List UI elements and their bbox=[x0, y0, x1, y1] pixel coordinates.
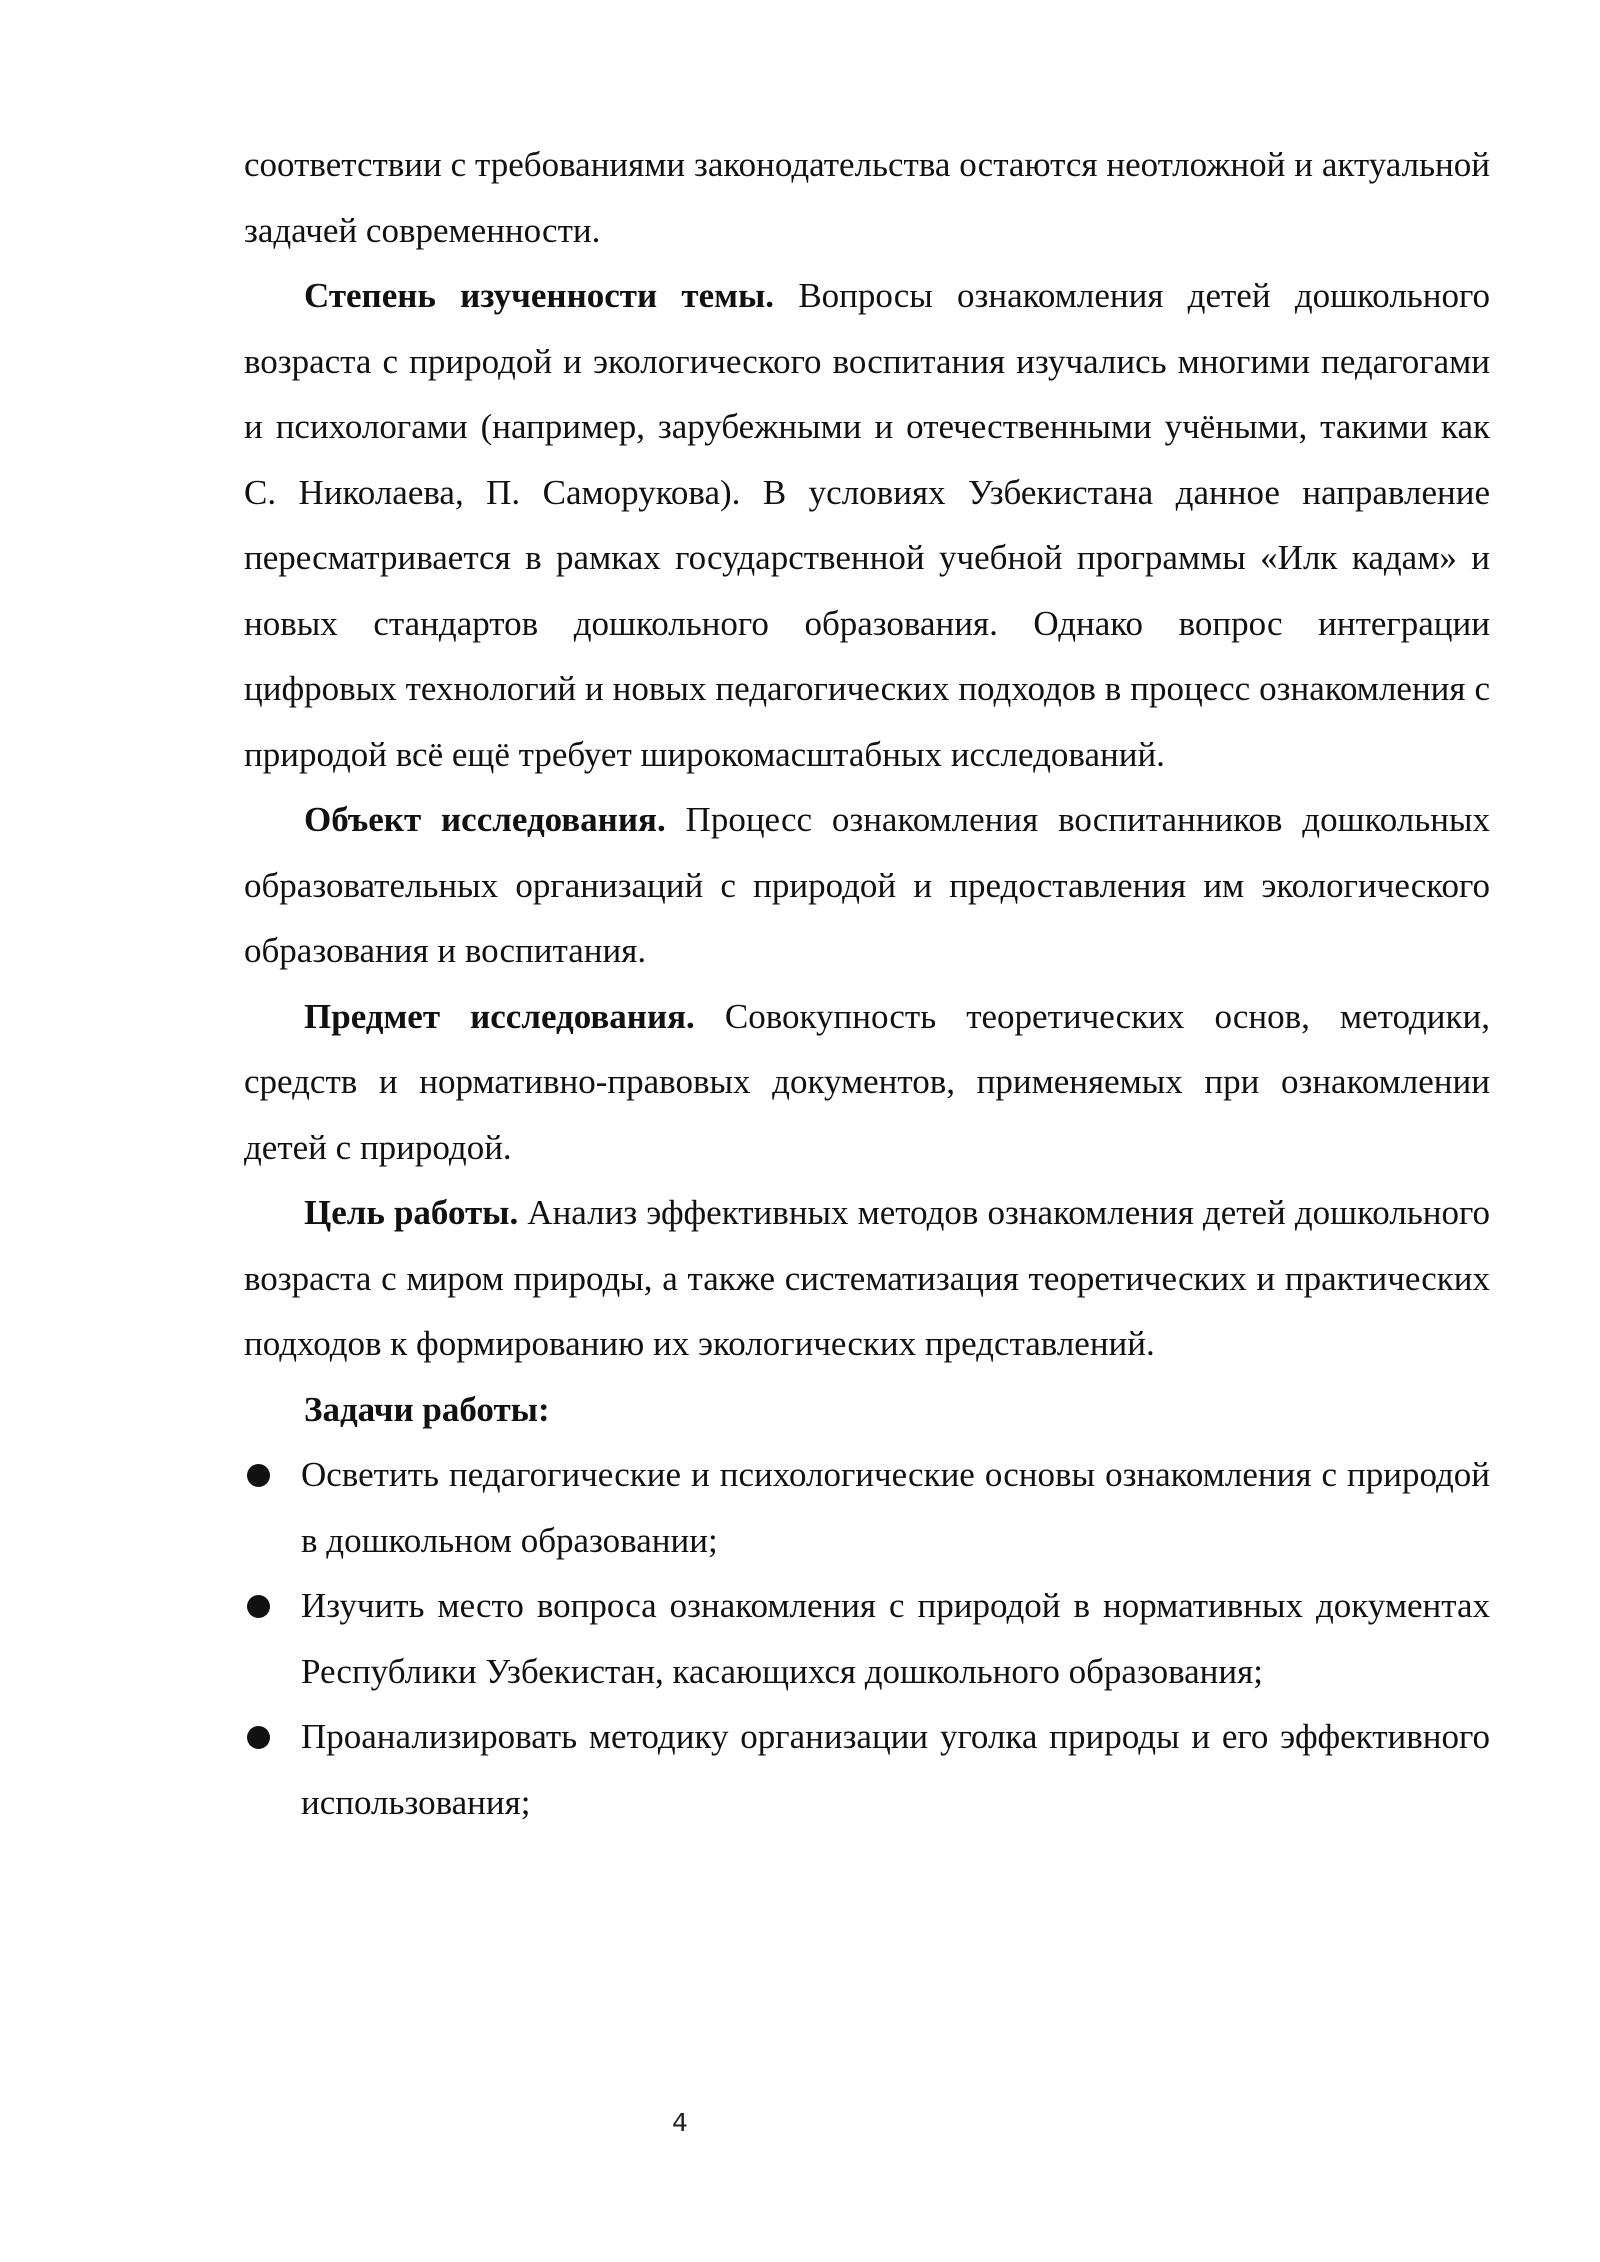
work-goal-label: Цель работы. bbox=[304, 1193, 519, 1232]
bullet-icon bbox=[247, 1595, 270, 1618]
bullet-icon bbox=[247, 1464, 270, 1487]
bullet-icon bbox=[247, 1726, 270, 1749]
task-item-text: Изучить место вопроса ознакомления с природой в нормативных документах Республики Узбекистан, касающихся дошкольного образования; bbox=[301, 1586, 1490, 1691]
page-number: 4 bbox=[672, 2108, 688, 2137]
research-object-label: Объект исследования. bbox=[304, 800, 666, 839]
paragraph-degree-of-study bbox=[244, 263, 1490, 787]
task-item-text: Осветить педагогические и психологические основы ознакомления с природой в дошкольном образовании; bbox=[301, 1455, 1490, 1560]
research-object-text: Процесс ознакомления воспитанников дошкольных образовательных организаций с природой и предоставления им экологического образования и воспитания. bbox=[244, 800, 1490, 970]
task-item bbox=[244, 1573, 1490, 1704]
paragraph-research-subject bbox=[244, 984, 1490, 1181]
tasks-list bbox=[244, 1442, 1490, 1835]
degree-of-study-label: Степень изученности темы. bbox=[304, 276, 775, 315]
degree-of-study-text: Вопросы ознакомления детей дошкольного возраста с природой и экологического воспитания изучались многими педагогами и психологами (например, зарубежными и отечественными учёными, такими как С. Николаева, П. Саморукова). В условиях Узбекистана данное направление пересматривается в рамках государственной учебной программы «Илк кадам» и новых стандартов дошкольного образования. Однако вопрос интеграции цифровых технологий и новых педагогических подходов в процесс ознакомления с природой всё ещё требует широкомасштабных исследований. bbox=[244, 276, 1490, 774]
paragraph-work-goal bbox=[244, 1180, 1490, 1377]
task-item bbox=[244, 1704, 1490, 1835]
research-subject-label: Предмет исследования. bbox=[304, 996, 695, 1036]
tasks-heading: Задачи работы: bbox=[304, 1389, 550, 1429]
task-item-text: Проанализировать методику организации уголка природы и его эффективного использования; bbox=[301, 1717, 1490, 1822]
paragraph-intro-continuation: соответствии с требованиями законодательства остаются неотложной и актуальной задачей современности. bbox=[244, 145, 1490, 250]
document-page bbox=[244, 132, 1490, 1835]
paragraph-research-object bbox=[244, 787, 1490, 984]
work-goal-text: Анализ эффективных методов ознакомления детей дошкольного возраста с миром природы, а также систематизация теоретических и практических подходов к формированию их экологических представлений. bbox=[244, 1193, 1490, 1363]
research-subject-text: Совокупность теоретических основ, методики, средств и нормативно-правовых документов, применяемых при ознакомлении детей с природой. bbox=[244, 996, 1490, 1167]
task-item bbox=[244, 1442, 1490, 1573]
